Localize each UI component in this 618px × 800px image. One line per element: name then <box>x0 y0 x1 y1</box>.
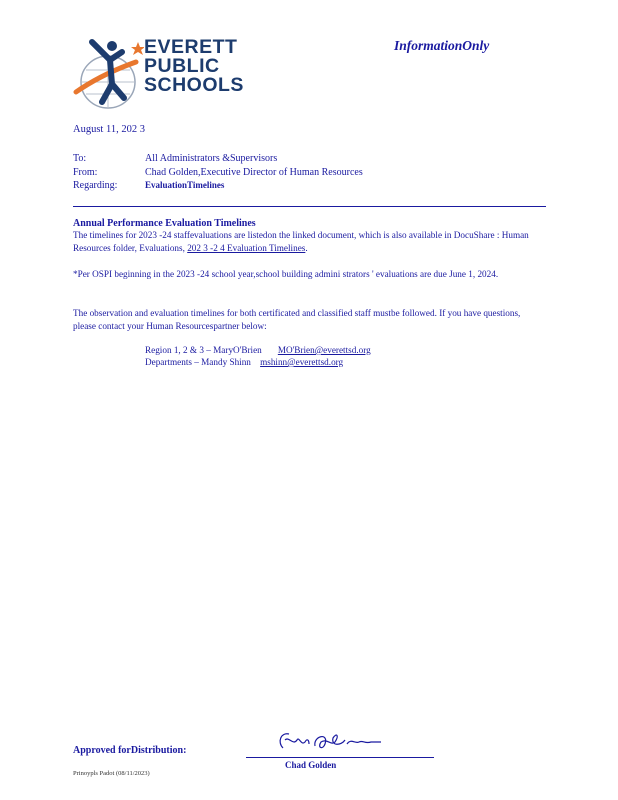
header-divider <box>73 206 546 207</box>
paragraph-timelines-end: . <box>305 242 308 253</box>
to-label: To: <box>73 153 87 164</box>
contact-label: Departments – Mandy Shinn <box>145 357 251 367</box>
signer-name: Chad Golden <box>285 760 337 770</box>
footer-note: Prinoypls Padot (08/11/2023) <box>73 770 150 777</box>
paragraph-ospi: *Per OSPI beginning in the 2023 -24 school year,school building admini strators ' evaluations are due June 1, 2024. <box>73 269 499 279</box>
contact-email-link[interactable]: mshinn@everettsd.org <box>260 357 344 367</box>
from-label: From: <box>73 167 98 178</box>
memo-date: August 11, 202 3 <box>73 124 145 135</box>
section-title: Annual Performance Evaluation Timelines <box>73 218 256 229</box>
logo-line-1: EVERETT <box>144 36 238 58</box>
information-only-note: InformationOnly <box>394 38 490 53</box>
logo-line-3: SCHOOLS <box>144 74 244 96</box>
logo-line-2: PUBLIC <box>144 55 220 77</box>
district-logo <box>72 38 252 112</box>
regarding-label: Regarding: <box>73 180 118 191</box>
approved-for-distribution-label: Approved forDistribution: <box>73 745 187 756</box>
logo-graphic-icon <box>72 38 144 112</box>
contact-email-link[interactable]: MO'Brien@everettsd.org <box>277 345 371 355</box>
from-value: Chad Golden,Executive Director of Human Resources <box>145 167 363 178</box>
contact-label: Region 1, 2 & 3 – MaryO'Brien <box>145 345 262 355</box>
signature-line <box>246 757 434 758</box>
to-value: All Administrators &Supervisors <box>145 153 278 164</box>
regarding-value: EvaluationTimelines <box>145 180 225 190</box>
logo-wordmark <box>144 38 244 95</box>
evaluation-timelines-link[interactable]: 202 3 -2 4 Evaluation Timelines <box>187 242 306 253</box>
contact-row <box>145 345 371 355</box>
paragraph-observation: The observation and evaluation timelines for both certificated and classified staff mustbe followed. If you have questions, please contact your Human Resourcespartner below: <box>73 308 521 331</box>
contact-row <box>145 357 343 367</box>
paragraph-timelines-text: The timelines for 2023 -24 staffevaluations are listedon the linked document, which is also available in DocuShare : Human Resources folder, Evaluations, <box>73 230 529 253</box>
paragraph-timelines <box>73 229 543 254</box>
